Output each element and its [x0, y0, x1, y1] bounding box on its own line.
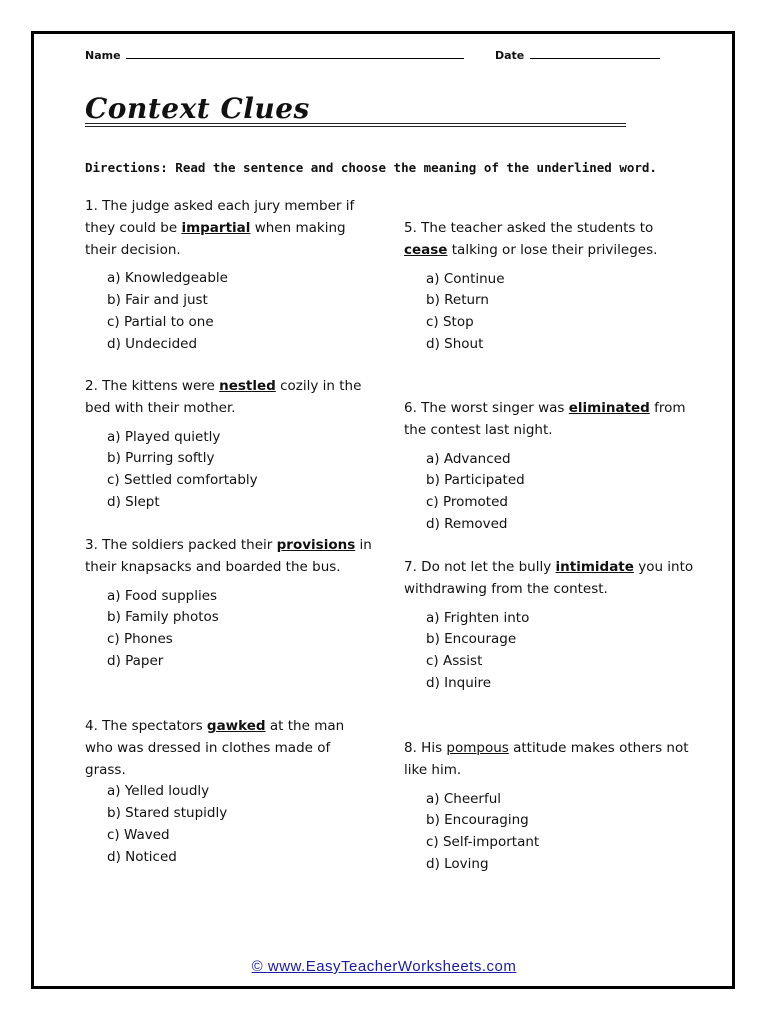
question-stem: 2. The kittens were nestled cozily in the bed with their mother.: [85, 378, 362, 416]
underlined-word: gawked: [206, 718, 266, 734]
option-c[interactable]: c) Waved: [107, 826, 170, 843]
date-label: Date: [495, 49, 525, 62]
options-list: [85, 781, 375, 868]
question-5: [404, 218, 694, 356]
option-d[interactable]: d) Paper: [107, 652, 164, 669]
options-list: [404, 608, 694, 695]
option-a[interactable]: a) Yelled loudly: [107, 783, 210, 800]
options-list: [85, 268, 375, 355]
date-blank[interactable]: [530, 48, 660, 59]
question-3: [85, 535, 375, 673]
option-b[interactable]: b) Fair and just: [107, 292, 208, 309]
title-block: [85, 93, 626, 125]
option-b[interactable]: b) Purring softly: [107, 450, 215, 467]
question-6: [404, 398, 694, 536]
name-line: [85, 48, 464, 62]
page-title: Context Clues: [85, 92, 310, 125]
question-stem: 3. The soldiers packed their provisions in their knapsacks and boarded the bus.: [85, 537, 372, 575]
underlined-word: impartial: [181, 219, 251, 236]
option-c[interactable]: c) Promoted: [426, 494, 508, 511]
option-c[interactable]: c) Assist: [426, 653, 483, 670]
question-8: [404, 738, 694, 876]
option-b[interactable]: b) Encouraging: [426, 812, 529, 829]
option-b[interactable]: b) Stared stupidly: [107, 805, 228, 822]
question-stem: 8. His pompous attitude makes others not like him.: [404, 740, 689, 778]
question-7: [404, 557, 694, 695]
option-a[interactable]: a) Cheerful: [426, 790, 502, 807]
date-line: [495, 48, 660, 62]
options-list: [404, 269, 694, 356]
underlined-word: eliminated: [568, 400, 650, 416]
underlined-word: intimidate: [555, 559, 634, 575]
option-a[interactable]: a) Continue: [426, 270, 505, 287]
name-label: Name: [85, 49, 121, 62]
title-underline: [85, 123, 626, 124]
question-2: [85, 376, 375, 514]
option-b[interactable]: b) Return: [426, 292, 489, 309]
question-stem: 4. The spectators gawked at the man who was dressed in clothes made of grass.: [85, 718, 345, 778]
option-d[interactable]: d) Undecided: [107, 335, 198, 352]
option-b[interactable]: b) Participated: [426, 472, 525, 489]
question-stem: 5. The teacher asked the students to cease talking or lose their privileges.: [404, 220, 658, 258]
underlined-word: pompous: [446, 740, 509, 756]
option-c[interactable]: c) Partial to one: [107, 313, 214, 330]
options-list: [85, 427, 375, 514]
option-c[interactable]: c) Phones: [107, 631, 173, 648]
option-a[interactable]: a) Played quietly: [107, 428, 221, 445]
question-stem: 7. Do not let the bully intimidate you into withdrawing from the contest.: [404, 559, 694, 597]
question-stem: 1. The judge asked each jury member if they could be impartial when making their decision.: [85, 198, 355, 258]
option-d[interactable]: d) Noticed: [107, 848, 177, 865]
options-list: [85, 586, 375, 673]
option-b[interactable]: b) Encourage: [426, 631, 517, 648]
option-a[interactable]: a) Frighten into: [426, 609, 530, 626]
option-d[interactable]: d) Removed: [426, 515, 508, 532]
option-d[interactable]: d) Slept: [107, 493, 160, 510]
question-stem: 6. The worst singer was eliminated from the contest last night.: [404, 400, 686, 438]
directions: Directions: Read the sentence and choose the meaning of the underlined word.: [85, 160, 657, 175]
title-underline-second: [85, 126, 626, 127]
option-b[interactable]: b) Family photos: [107, 609, 219, 626]
option-d[interactable]: d) Loving: [426, 855, 489, 872]
option-c[interactable]: c) Settled comfortably: [107, 472, 258, 489]
options-list: [404, 789, 694, 876]
name-blank[interactable]: [126, 48, 464, 59]
underlined-word: provisions: [276, 537, 356, 553]
option-c[interactable]: c) Self-important: [426, 834, 540, 851]
footer-link[interactable]: © www.EasyTeacherWorksheets.com: [251, 958, 517, 975]
option-d[interactable]: d) Inquire: [426, 674, 492, 691]
question-1: [85, 196, 375, 356]
option-a[interactable]: a) Advanced: [426, 450, 511, 467]
option-a[interactable]: a) Knowledgeable: [107, 270, 228, 287]
underlined-word: nestled: [219, 378, 276, 394]
option-d[interactable]: d) Shout: [426, 335, 484, 352]
options-list: [404, 449, 694, 536]
question-4: [85, 716, 375, 869]
option-c[interactable]: c) Stop: [426, 314, 474, 331]
option-a[interactable]: a) Food supplies: [107, 587, 218, 604]
underlined-word: cease: [404, 241, 448, 258]
